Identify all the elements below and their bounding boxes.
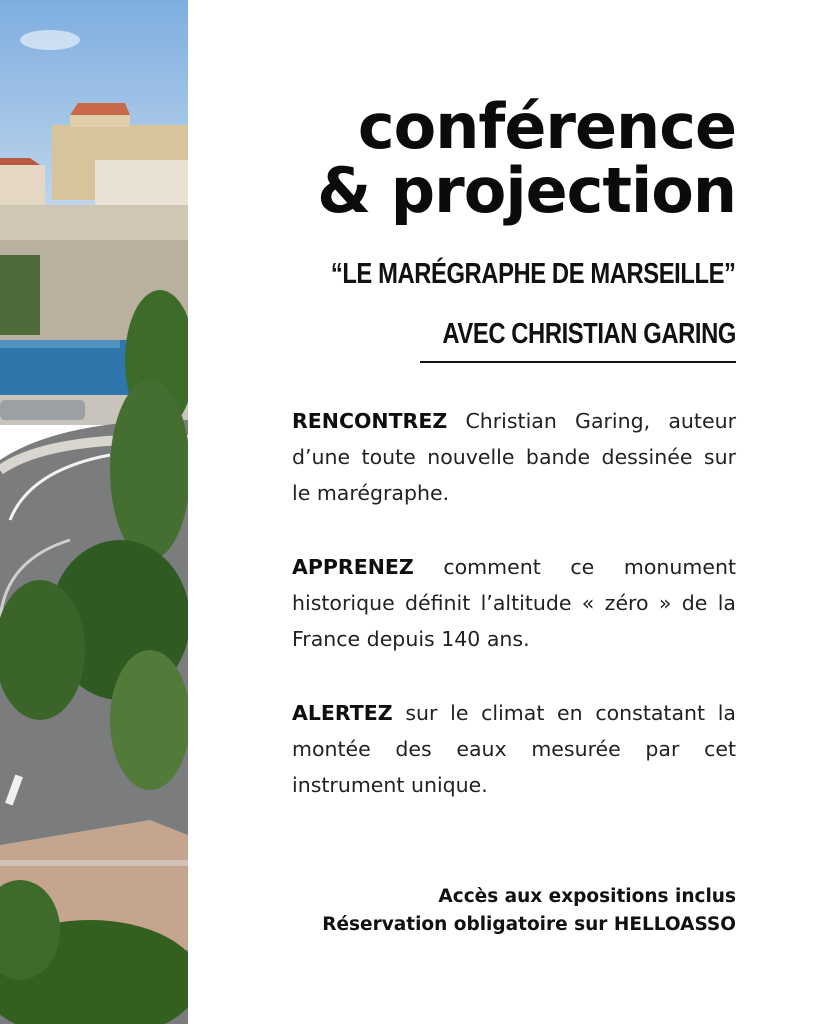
lead-word: APPRENEZ (292, 555, 414, 579)
footer-reservation-note: Réservation obligatoire sur HELLOASSO (322, 914, 736, 935)
subtitle-speaker: AVEC CHRISTIAN GARING (442, 318, 736, 350)
title-line-2: & projection (317, 154, 736, 227)
footer-access-note: Accès aux expositions inclus (438, 886, 736, 907)
paragraph-text: comment ce monument historique définit l’altitude « zéro » de la France depuis 140 ans. (292, 555, 736, 651)
lead-word: RENCONTREZ (292, 409, 448, 433)
subtitle-event-name: “LE MARÉGRAPHE DE MARSEILLE” (331, 258, 736, 290)
paragraph-rencontrez (292, 403, 736, 511)
paragraph-text: Christian Garing, auteur d’une toute nouvelle bande dessinée sur le marégraphe. (292, 409, 736, 505)
divider (420, 361, 736, 363)
coastal-photo (0, 0, 188, 1024)
lead-word: ALERTEZ (292, 701, 393, 725)
paragraph-text: sur le climat en constatant la montée des eaux mesurée par cet instrument unique. (292, 701, 736, 797)
paragraph-alertez (292, 695, 736, 803)
title-line-1: conférence (357, 90, 736, 163)
paragraph-apprenez (292, 549, 736, 657)
